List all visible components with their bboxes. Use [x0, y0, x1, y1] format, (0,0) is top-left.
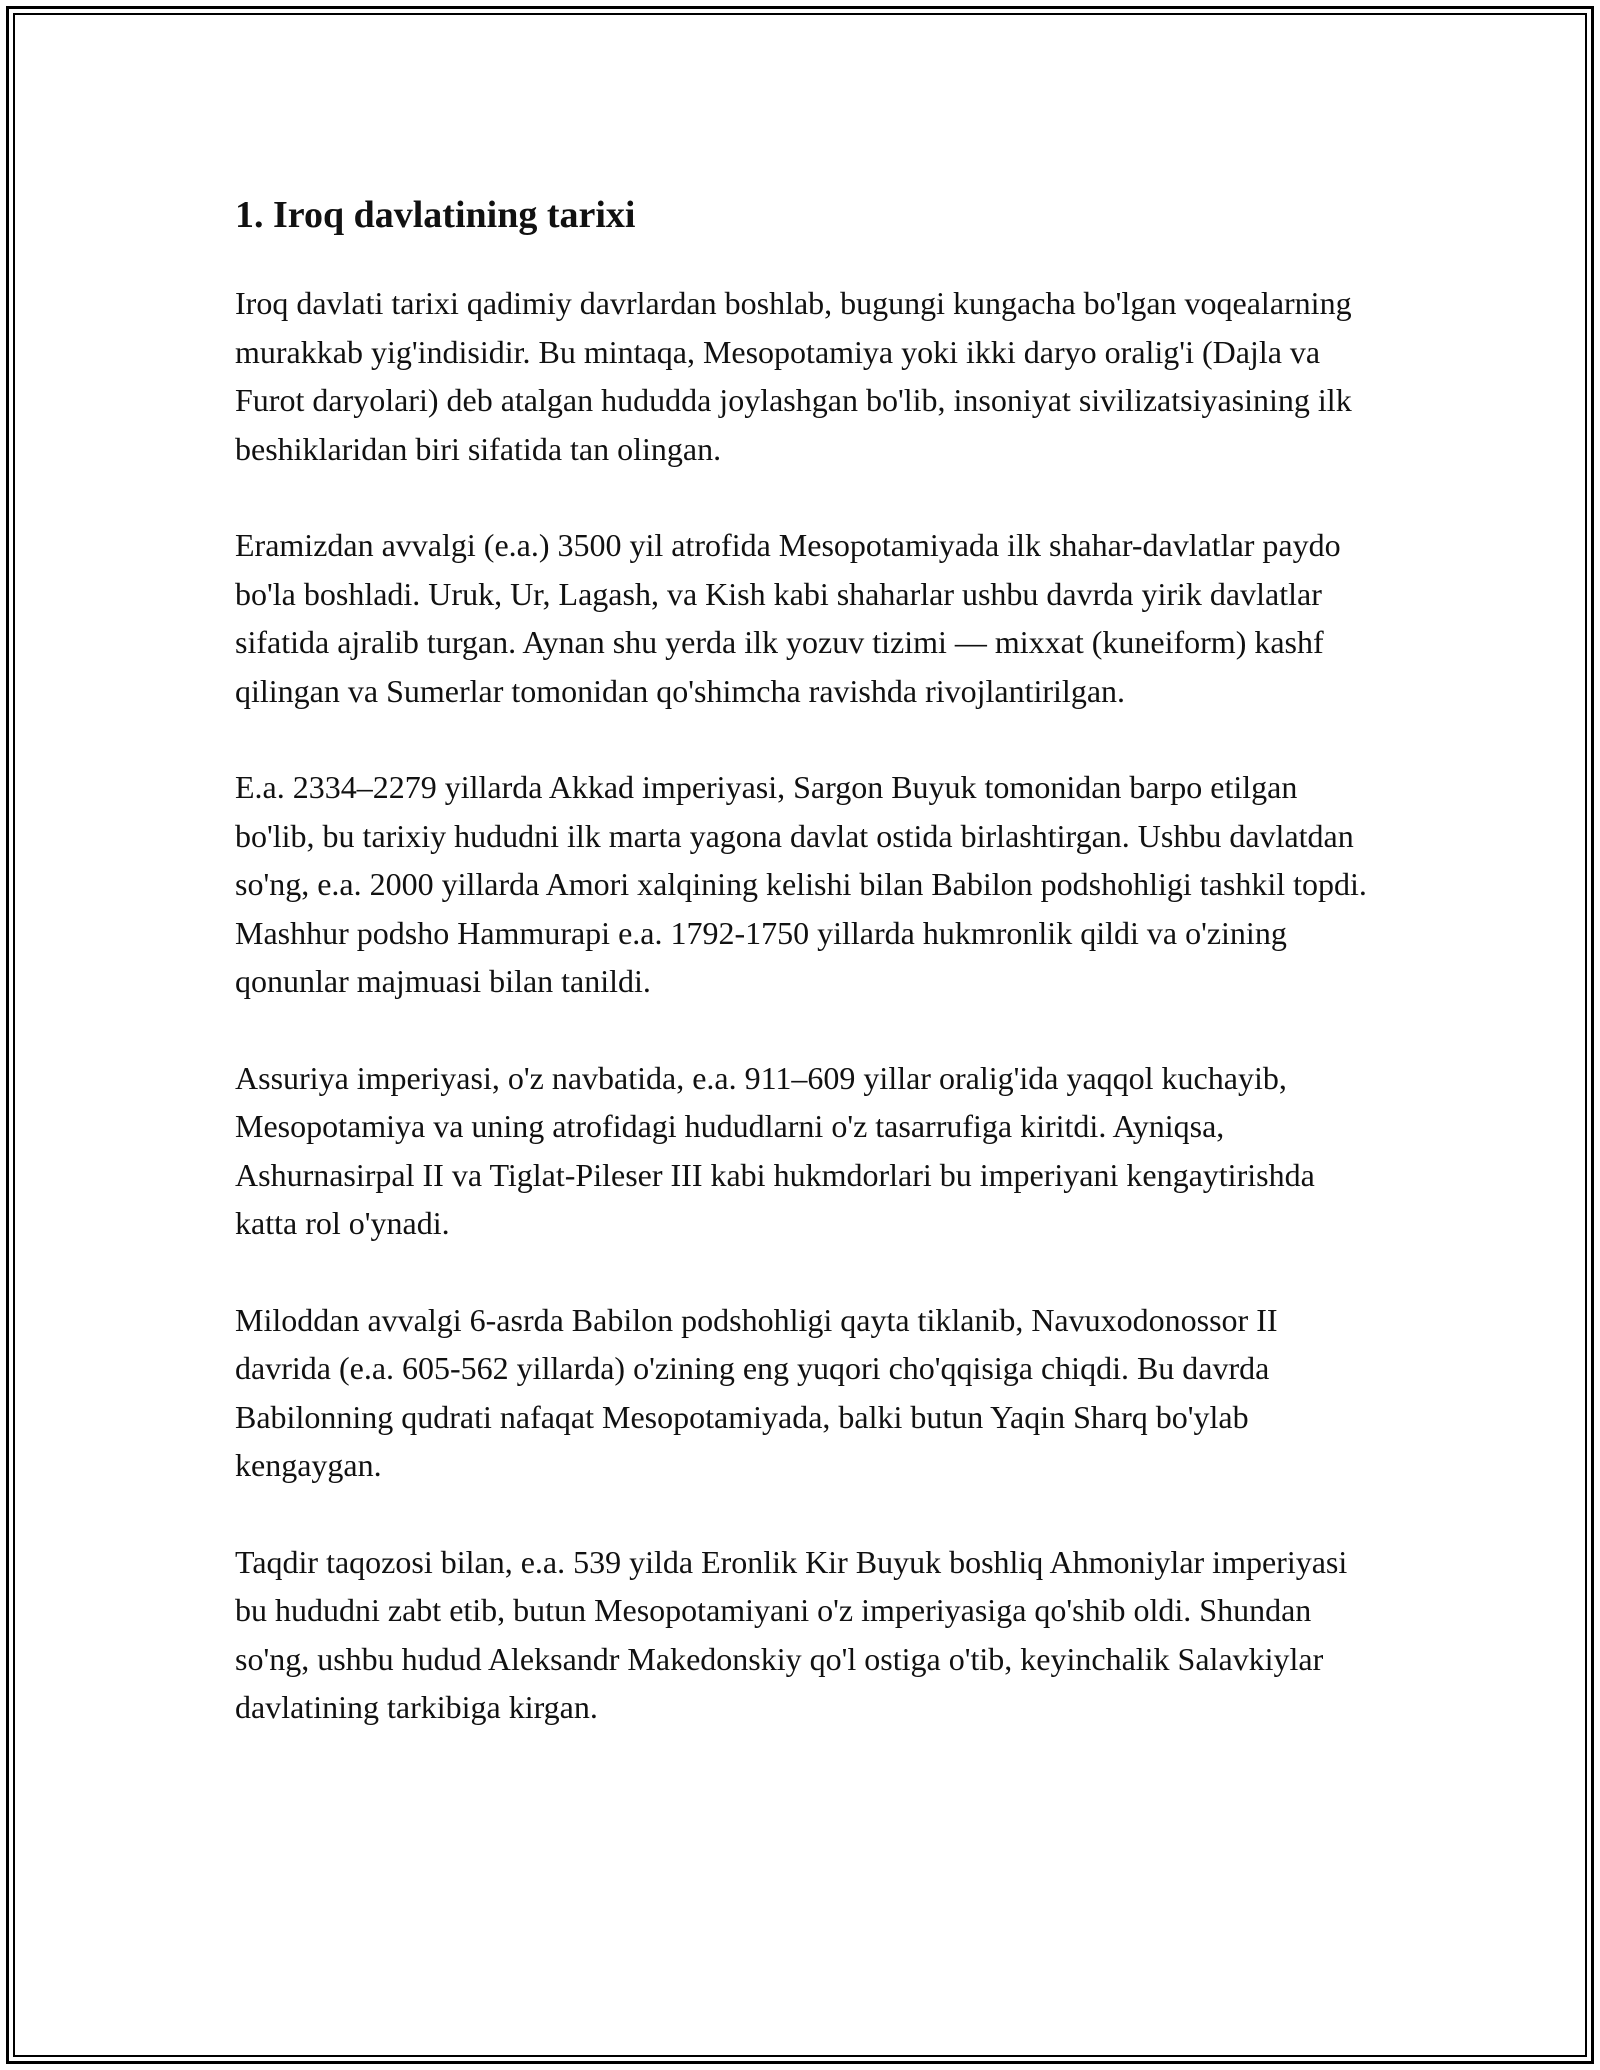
document-body: [235, 185, 1375, 1780]
section-heading: 1. Iroq davlatining tarixi: [235, 194, 636, 236]
paragraph-5: Miloddan avvalgi 6-asrda Babilon podshohligi qayta tiklanib, Navuxodonossor II davrida (e.a. 605-562 yillarda) o'zining eng yuqori cho'qqisiga chiqdi. Bu davrda Babilonning qudrati nafaqat Mesopotamiyada, balki butun Yaqin Sharq bo'ylab kengaygan.: [235, 1301, 1278, 1483]
paragraph-4: Assuriya imperiyasi, o'z navbatida, e.a. 911–609 yillar oralig'ida yaqqol kuchayib, Mesopotamiya va uning atrofidagi hududlarni o'z tasarrufiga kiritdi. Ayniqsa, Ashurnasirpal II va Tiglat-Pileser III kabi hukmdorlari bu imperiyani kengaytirishda katta rol o'ynadi.: [235, 1059, 1315, 1241]
paragraph-3: E.a. 2334–2279 yillarda Akkad imperiyasi, Sargon Buyuk tomonidan barpo etilgan bo'lib, bu tarixiy hududni ilk marta yagona davlat ostida birlashtirgan. Ushbu davlatdan so'ng, e.a. 2000 yillarda Amori xalqining kelishi bilan Babilon podshohligi tashkil topdi. Mashhur podsho Hammurapi e.a. 1792-1750 yillarda hukmronlik qildi va o'zining qonunlar majmuasi bilan tanildi.: [235, 769, 1367, 999]
paragraph-1: Iroq davlati tarixi qadimiy davrlardan boshlab, bugungi kungacha bo'lgan voqealarning murakkab yig'indisidir. Bu mintaqa, Mesopotamiya yoki ikki daryo oralig'i (Dajla va Furot daryolari) deb atalgan hududda joylashgan bo'lib, insoniyat sivilizatsiyasining ilk beshiklaridan biri sifatida tan olingan.: [235, 285, 1352, 467]
paragraph-6: Taqdir taqozosi bilan, e.a. 539 yilda Eronlik Kir Buyuk boshliq Ahmoniylar imperiyasi bu hududni zabt etib, butun Mesopotamiyani o'z imperiyasiga qo'shib oldi. Shundan so'ng, ushbu hudud Aleksandr Makedonskiy qo'l ostiga o'tib, keyinchalik Salavkiylar davlatining tarkibiga kirgan.: [235, 1543, 1348, 1725]
paragraph-2: Eramizdan avvalgi (e.a.) 3500 yil atrofida Mesopotamiyada ilk shahar-davlatlar paydo bo'la boshladi. Uruk, Ur, Lagash, va Kish kabi shaharlar ushbu davrda yirik davlatlar sifatida ajralib turgan. Aynan shu yerda ilk yozuv tizimi — mixxat (kuneiform) kashf qilingan va Sumerlar tomonidan qo'shimcha ravishda rivojlantirilgan.: [235, 527, 1341, 709]
